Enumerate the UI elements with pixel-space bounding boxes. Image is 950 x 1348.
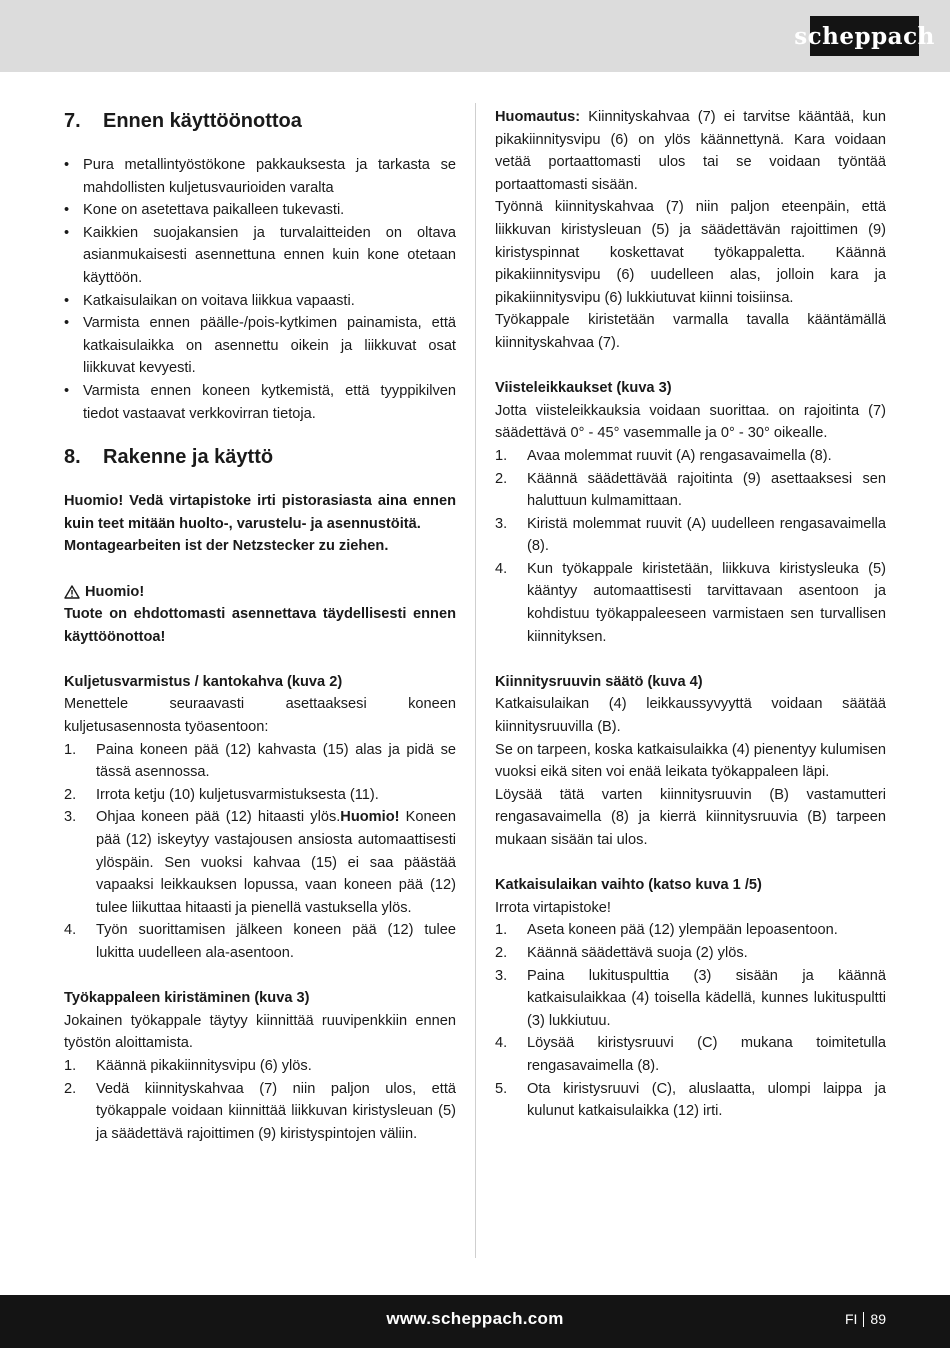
- page-footer: [0, 1295, 950, 1348]
- list-item: • Kone on asetettava paikalleen tukevasti.: [64, 199, 456, 222]
- list-item: [495, 1032, 886, 1077]
- step-text: [96, 806, 456, 919]
- list-item: [495, 919, 886, 942]
- step-warning-label: Huomio!: [340, 809, 400, 826]
- step-text-part: Ohjaa koneen pää (12) hitaasti ylös.: [96, 809, 341, 826]
- clamp-heading: Työkappaleen kiristäminen (kuva 3): [64, 990, 310, 1007]
- step-number: 5.: [495, 1080, 508, 1097]
- step-number: 4.: [64, 922, 77, 939]
- list-item: [495, 965, 886, 1033]
- note-label: Huomautus:: [495, 109, 581, 125]
- screw-paragraph: Löysää tätä varten kiinnitysruuvin (B) vastamutteri rengasavaimella (8) ja kierrä kiinnitysruuvia (B) tarpeen mukaan sisään tai ulos.: [495, 786, 886, 848]
- step-text: Irrota ketju (10) kuljetusvarmistuksesta (11).: [96, 786, 379, 803]
- miter-heading: Viisteleikkaukset (kuva 3): [495, 380, 672, 397]
- step-number: 3.: [495, 515, 508, 532]
- caution-text: Tuote on ehdottomasti asennettava täydellisesti ennen käyttöönottoa!: [64, 606, 456, 645]
- replace-heading: Katkaisulaikan vaihto (katso kuva 1 /5): [495, 877, 762, 894]
- step-number: 2.: [64, 1080, 77, 1097]
- page-header: [0, 0, 950, 72]
- list-item: • Varmista ennen koneen kytkemistä, että tyyppikilven tiedot vastaavat verkkovirran tietoja.: [64, 380, 456, 425]
- list-item: [64, 739, 456, 784]
- list-item: [495, 445, 886, 468]
- step-number: 1.: [495, 447, 508, 464]
- website-link[interactable]: www.scheppach.com: [386, 1309, 564, 1328]
- section-number: 7.: [64, 110, 81, 132]
- step-number: 4.: [495, 560, 508, 577]
- step-number: 2.: [64, 786, 77, 803]
- column-divider: [475, 103, 476, 1258]
- caution-label: Huomio!: [85, 583, 145, 600]
- step-text: Käännä säädettävää rajoitinta (9) asettaaksesi sen haluttuun kulmamittaan.: [527, 470, 886, 510]
- clamp-steps: [64, 1055, 456, 1145]
- step-number: 3.: [64, 809, 77, 826]
- step-number: 1.: [64, 1057, 77, 1074]
- list-item: [64, 1055, 456, 1078]
- miter-steps: [495, 445, 886, 648]
- list-item: [495, 513, 886, 558]
- page-number: [845, 1295, 886, 1343]
- transport-heading: Kuljetusvarmistus / kantokahva (kuva 2): [64, 673, 343, 690]
- list-item: [495, 942, 886, 965]
- transport-intro: Menettele seuraavasti asettaaksesi koneen kuljetusasennosta työasentoon:: [64, 696, 456, 736]
- replace-steps: [495, 919, 886, 1122]
- step-text: Aseta koneen pää (12) ylempään lepoasentoon.: [527, 922, 838, 939]
- step-text: Avaa molemmat ruuvit (A) rengasavaimella (8).: [527, 447, 832, 464]
- language-code: FI: [844, 1311, 858, 1327]
- list-item: • Pura metallintyöstökone pakkauksesta ja tarkasta se mahdollisten kuljetusvaurioiden varalta: [64, 154, 456, 199]
- section-number: 8.: [64, 446, 81, 469]
- section-7-heading: [64, 106, 456, 136]
- replace-intro: Irrota virtapistoke!: [495, 899, 611, 916]
- preparation-list: [64, 154, 456, 425]
- list-item: [495, 468, 886, 513]
- screw-paragraph: Katkaisulaikan (4) leikkaussyvyyttä voidaan säätää kiinnitysruuvilla (B).: [495, 696, 886, 736]
- brand-logo: [794, 16, 935, 56]
- step-number: 4.: [495, 1035, 508, 1052]
- transport-steps: [64, 739, 456, 965]
- step-text: Paina koneen pää (12) kahvasta (15) alas ja pidä se tässä asennossa.: [96, 741, 456, 781]
- screw-paragraph: Se on tarpeen, koska katkaisulaikka (4) pienentyy kulumisen vuoksi eikä siten voi enää leikata työkappaleen läpi.: [495, 741, 886, 781]
- step-number: 2.: [495, 944, 508, 961]
- caution-heading: [64, 581, 456, 604]
- clamp-note: [495, 106, 886, 196]
- right-column: [495, 106, 886, 1123]
- list-item: [64, 784, 456, 807]
- list-item: [495, 1078, 886, 1123]
- warning-triangle-icon: [64, 585, 80, 599]
- list-item: • Kaikkien suojakansien ja turvalaitteiden on oltava asianmukaisesti asennettuna ennen kuin kone otetaan käyttöön.: [64, 222, 456, 290]
- step-text: Löysää kiristysruuvi (C) mukana toimitetulla rengasavaimella (8).: [527, 1035, 886, 1074]
- screw-heading: Kiinnitysruuvin säätö (kuva 4): [495, 673, 703, 690]
- step-text-part: Koneen pää (12) iskeytyy vastajousen ansiosta automaattisesti ylöspäin. Sen vuoksi kahvaa (15) ei saa päästää vapaaksi leikkauksen lopussa, vaan koneen pää (12) tulee liikuttaa hitaasti ja pienellä vastuksella ylös.: [96, 809, 456, 916]
- section-title: Rakenne ja käyttö: [103, 446, 274, 469]
- left-column: [64, 106, 456, 1145]
- list-item: [64, 806, 456, 919]
- step-text: Työn suorittamisen jälkeen koneen pää (12) tulee lukitta uudelleen ala-asentoon.: [96, 922, 456, 961]
- note-text: Kiinnityskahvaa (7) ei tarvitse kääntää, kun pikakiinnitysvipu (6) on ylös käännettynä. Kara voidaan vetää portaattomasti ulos tai se voidaan työntää portaattomasti sisään.: [495, 109, 886, 193]
- section-title: Ennen käyttöönottoa: [103, 110, 302, 132]
- step-text: Ota kiristysruuvi (C), aluslaatta, ulompi laippa ja kulunut katkaisulaikka (12) irti.: [527, 1080, 886, 1120]
- step-text: Kiristä molemmat ruuvit (A) uudelleen rengasavaimella (8).: [527, 515, 886, 555]
- section-8-heading: [64, 442, 456, 472]
- clamp-paragraph: Työnnä kiinnityskahvaa (7) niin paljon eteenpäin, että liikkuvan kiristysleuan (5) ja säädettävän rajoittimen (9) kiristyspinnat koskettavat työkappaletta. Käännä pikakiinnitysvipu (6) uudelleen alas, jolloin kara ja pikakiinnitysvipu (6) lukkiutuvat kiinni toisiinsa.: [495, 199, 886, 306]
- step-number: 1.: [64, 741, 77, 758]
- list-item: [495, 558, 886, 648]
- step-number: 3.: [495, 967, 508, 984]
- step-text: Vedä kiinnityskahvaa (7) niin paljon ulos, että työkappale voidaan kiinnittää liikkuvan kiristysleuan (5) ja säädettävä rajoittimen (9) kiristyspintojen väliin.: [96, 1080, 456, 1142]
- power-warning-german: Montagearbeiten ist der Netzstecker zu ziehen.: [64, 538, 389, 555]
- step-text: Käännä säädettävä suoja (2) ylös.: [527, 944, 748, 961]
- step-number: 2.: [495, 470, 508, 487]
- clamp-intro: Jokainen työkappale täytyy kiinnittää ruuvipenkkiin ennen työstön aloittamista.: [64, 1012, 456, 1052]
- list-item: [64, 1078, 456, 1146]
- step-text: Kun työkappale kiristetään, liikkuva kiristysleuka (5) kääntyy automaattisesti tarvittavaan asentoon ja kohdistuu työkappaleeseen varmistaen sen turvallisen kiinnityksen.: [527, 560, 886, 645]
- step-text: Paina lukituspulttia (3) sisään ja käännä katkaisulaikkaa (4) toisella kädellä, kunnes lukituspultti (3) lukkiutuu.: [527, 967, 886, 1029]
- list-item: • Varmista ennen päälle-/pois-kytkimen painamista, että katkaisulaikka on asennettu oikein ja liikkuvat osat liikkuvat kevyesti.: [64, 312, 456, 380]
- list-item: • Katkaisulaikan on voitava liikkua vapaasti.: [64, 290, 456, 313]
- brand-name: scheppach: [794, 22, 935, 50]
- page-separator: [863, 1312, 864, 1327]
- step-number: 1.: [495, 922, 508, 939]
- list-item: [64, 919, 456, 964]
- power-warning: Huomio! Vedä virtapistoke irti pistorasiasta aina ennen kuin teet mitään huolto-, varustelu- ja asennustöitä.: [64, 493, 456, 532]
- step-text: Käännä pikakiinnitysvipu (6) ylös.: [96, 1057, 312, 1074]
- miter-intro: Jotta viisteleikkauksia voidaan suorittaa. on rajoitinta (7) säädettävä 0° - 45° vasemmalle ja 0° - 30° oikealle.: [495, 402, 886, 442]
- page-number-value: 89: [870, 1311, 886, 1327]
- clamp-paragraph: Työkappale kiristetään varmalla tavalla kääntämällä kiinnityskahvaa (7).: [495, 312, 886, 351]
